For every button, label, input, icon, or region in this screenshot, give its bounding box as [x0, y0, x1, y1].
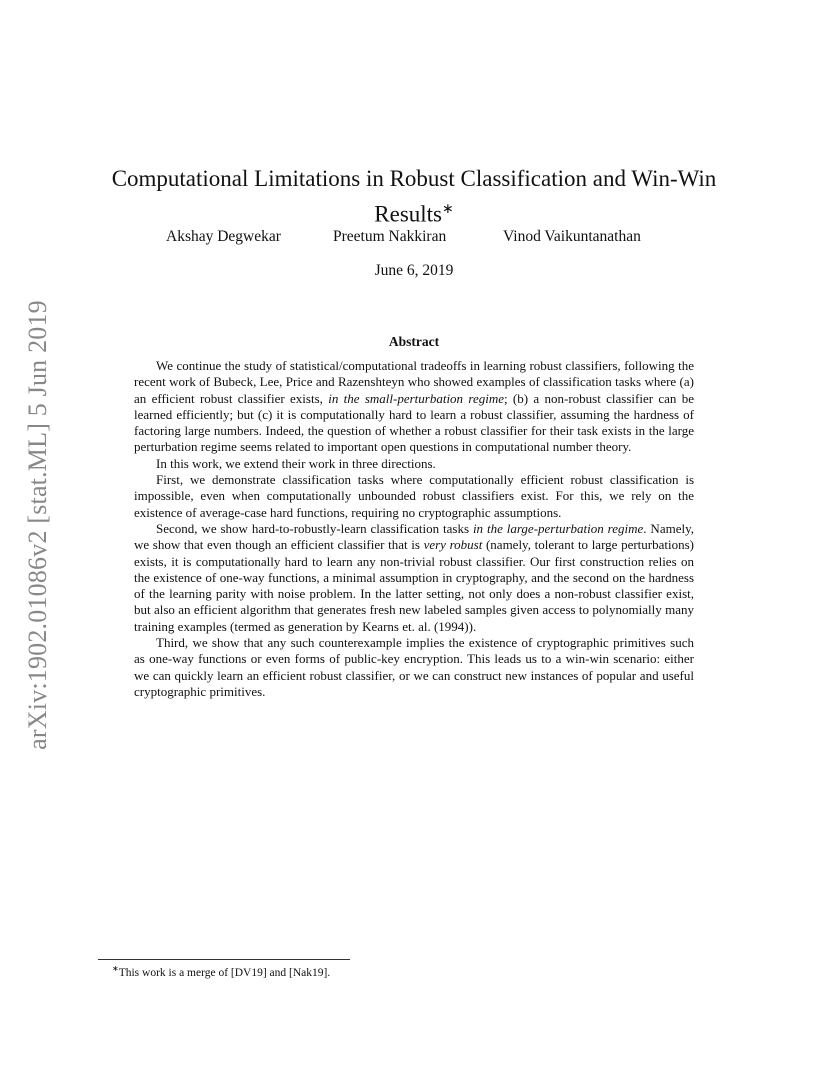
author-2: Preetum Nakkiran: [333, 228, 447, 245]
author-1: Akshay Degwekar: [166, 228, 281, 245]
abstract-p4-text-b: . Namely, we show that even though an efficient classifier that is: [134, 520, 694, 553]
abstract-p1-text-b: ; (b) a non-robust classifier can be learned efficiently; but (c) it is computationally hard to learn a robust classifier, assuming the hardness of factoring large numbers. Indeed, the question of whether a robust classifier for their task exists in the large perturbation regime seems related to important open questions in computational number theory.: [134, 390, 694, 455]
footnote-marker: ∗: [112, 964, 119, 973]
abstract-paragraph-2: In this work, we extend their work in three directions.: [156, 455, 436, 471]
abstract-heading: Abstract: [388, 334, 440, 349]
publication-date: June 6, 2019: [374, 262, 454, 279]
abstract-body: [134, 358, 694, 700]
paper-title: [90, 163, 738, 230]
abstract-paragraph-3: First, we demonstrate classification tasks where computationally efficient robust classification is impossible, even when computationally unbounded robust classifiers exist. For this, we rely on the existence of average-case hard functions, requiring no cryptographic assumptions.: [134, 472, 694, 520]
footnote-divider: [98, 959, 350, 960]
title-line-1: Computational Limitations in Robust Classification and Win-Win: [111, 166, 717, 192]
abstract-paragraph-5: Third, we show that any such counterexample implies the existence of cryptographic primitives such as one-way functions or even forms of public-key encryption. This leads us to a win-win scenario: either we can quickly learn an efficient robust classifier, or we can construct new instances of popular and useful cryptographic primitives.: [134, 635, 694, 699]
arxiv-stamp: [18, 290, 58, 760]
abstract-p1-emphasis: in the small-perturbation regime: [328, 390, 504, 406]
arxiv-id: arXiv:1902.01086v2 [stat.ML] 5 Jun 2019: [23, 300, 52, 750]
author-list: [0, 228, 828, 248]
title-line-2: Results: [374, 202, 442, 228]
abstract-paragraph-1: [134, 358, 694, 456]
abstract-p4-emphasis-2: very robust: [423, 537, 483, 553]
abstract-p1-text-a: We continue the study of statistical/computational tradeoffs in learning robust classifiers, following the recent work of Bubeck, Lee, Price and Razenshteyn who showed examples of classification tasks where (a) an efficient robust classifier exists,: [134, 358, 694, 406]
abstract-p4-emphasis-1: in the large-perturbation regime: [472, 520, 644, 536]
author-3: Vinod Vaikuntanathan: [503, 228, 641, 245]
footnote: [112, 964, 330, 979]
abstract-p4-text-c: (namely, tolerant to large perturbations) exists, it is computationally hard to learn any non-trivial robust classifier. Our first construction relies on the existence of one-way functions, a minimal assumption in cryptography, and the second on the hardness of the learning parity with noise problem. In the latter setting, not only does a non-robust classifier exist, but also an efficient algorithm that generates fresh new labeled samples given access to polynomially many training examples (termed as generation by Kearns et. al. (1994)).: [134, 537, 694, 634]
abstract-p4-text-a: Second, we show hard-to-robustly-learn classification tasks: [156, 520, 473, 536]
footnote-text: This work is a merge of [DV19] and [Nak19].: [118, 966, 331, 979]
title-footnote-marker: ∗: [442, 202, 454, 218]
abstract-paragraph-4: [134, 521, 694, 635]
